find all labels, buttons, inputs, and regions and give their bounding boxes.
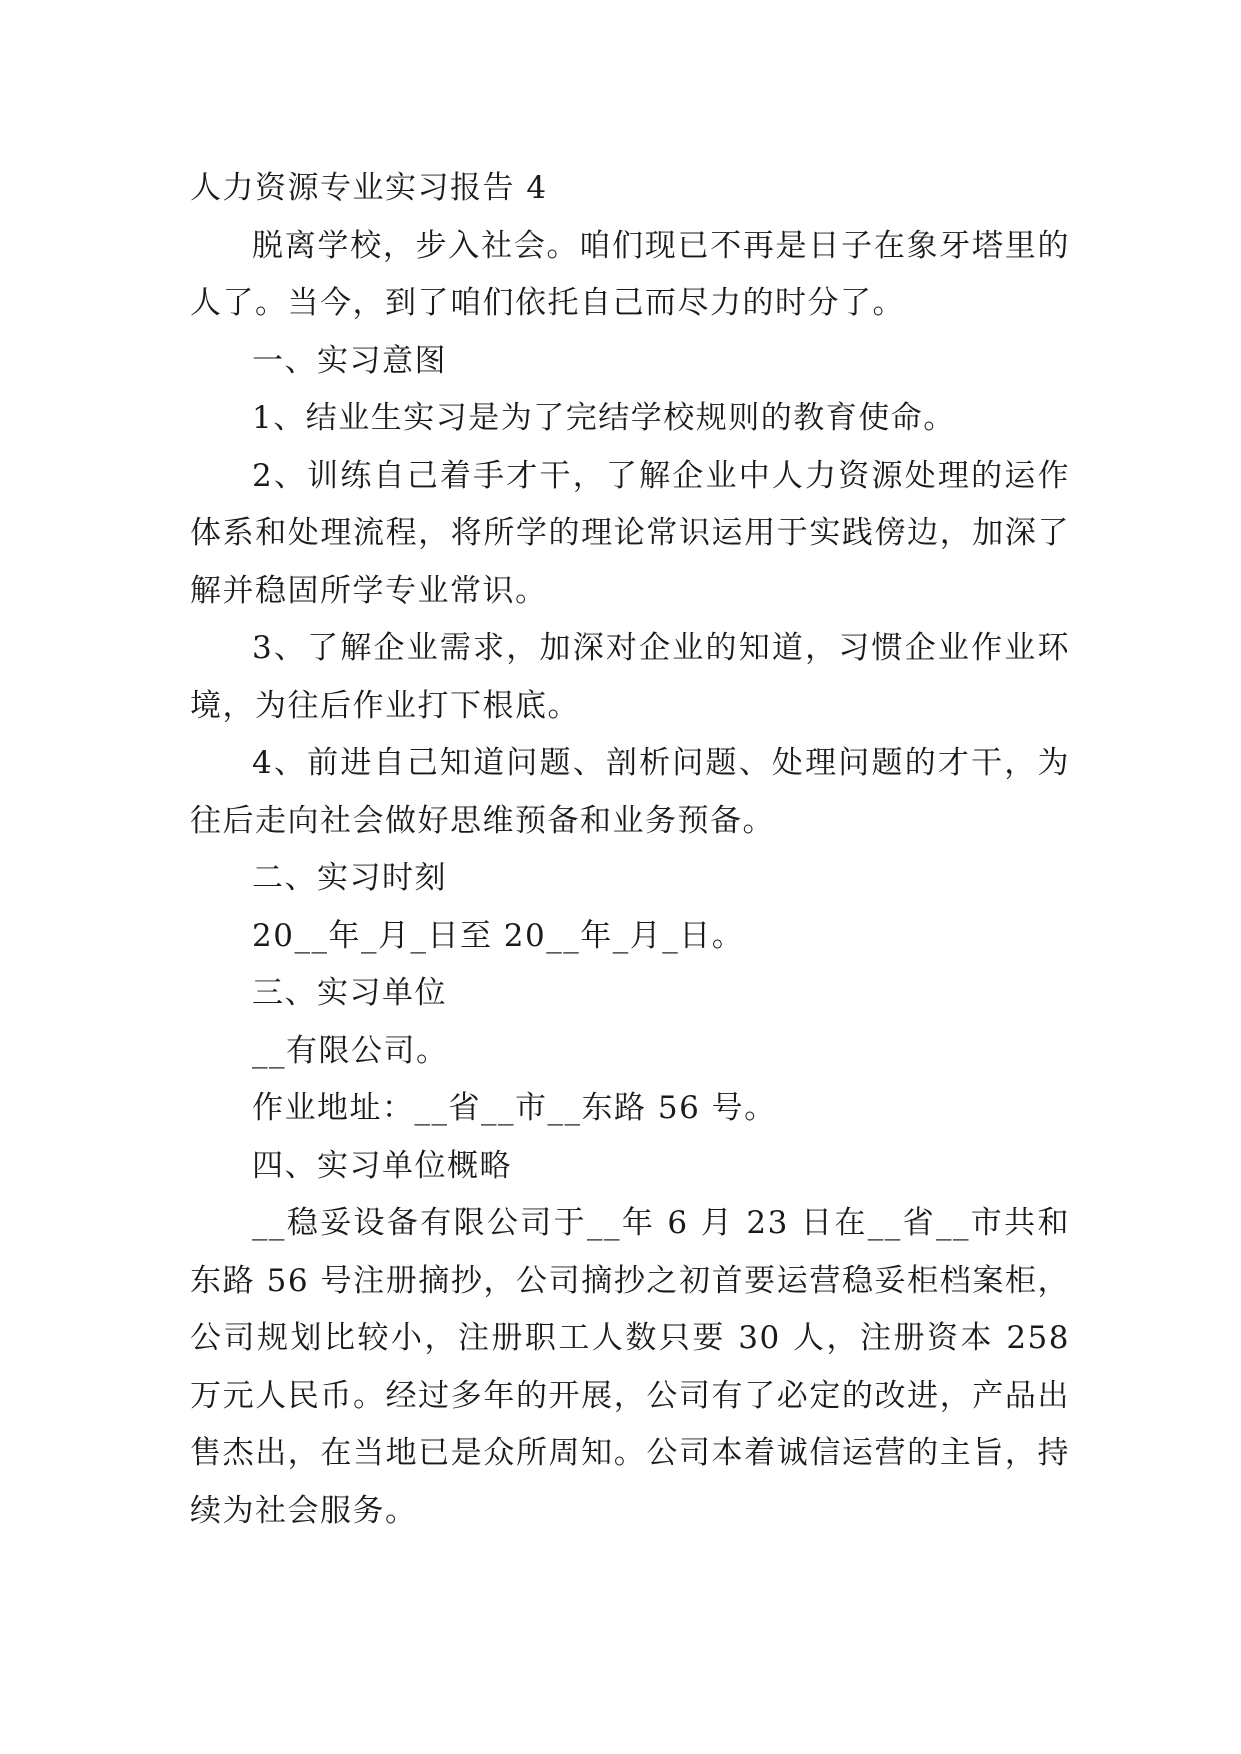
- section-heading-unit: 三、实习单位: [252, 975, 447, 1011]
- section-heading-time: 二、实习时刻: [252, 860, 447, 896]
- company-name: __有限公司。: [252, 1032, 449, 1069]
- purpose-item-2: 2、训练自己着手才干，了解企业中人力资源处理的运作体系和处理流程，将所学的理论常识运用于实践傍边，加深了解并稳固所学专业常识。: [190, 457, 1070, 609]
- document-title: 人力资源专业实习报告 4: [190, 170, 548, 206]
- purpose-item-3: 3、了解企业需求，加深对企业的知道，习惯企业作业环境，为往后作业打下根底。: [190, 630, 1070, 724]
- internship-dates: 20__年_月_日至 20__年_月_日。: [252, 917, 745, 954]
- purpose-item-1: 1、结业生实习是为了完结学校规则的教育使命。: [252, 400, 956, 436]
- document-body: [190, 160, 1070, 1540]
- section-heading-purpose: 一、实习意图: [252, 342, 447, 379]
- section-heading-overview: 四、实习单位概略: [252, 1147, 512, 1184]
- purpose-item-4: 4、前进自己知道问题、剖析问题、处理问题的才干，为往后走向社会做好思维预备和业务预备。: [190, 745, 1070, 839]
- company-overview-paragraph: __稳妥设备有限公司于__年 6 月 23 日在__省__市共和东路 56 号注册摘抄，公司摘抄之初首要运营稳妥柜档案柜，公司规划比较小，注册职工人数只要 30 人，注册资本 258 万元人民币。经过多年的开展，公司有了必定的改进，产品出售杰出，在当地已是众所周知。公司本着诚信运营的主旨，持续为社会服务。: [190, 1205, 1070, 1529]
- company-address: 作业地址：__省__市__东路 56 号。: [252, 1090, 777, 1126]
- intro-paragraph: 脱离学校，步入社会。咱们现已不再是日子在象牙塔里的人了。当今，到了咱们依托自己而尽力的时分了。: [190, 227, 1070, 321]
